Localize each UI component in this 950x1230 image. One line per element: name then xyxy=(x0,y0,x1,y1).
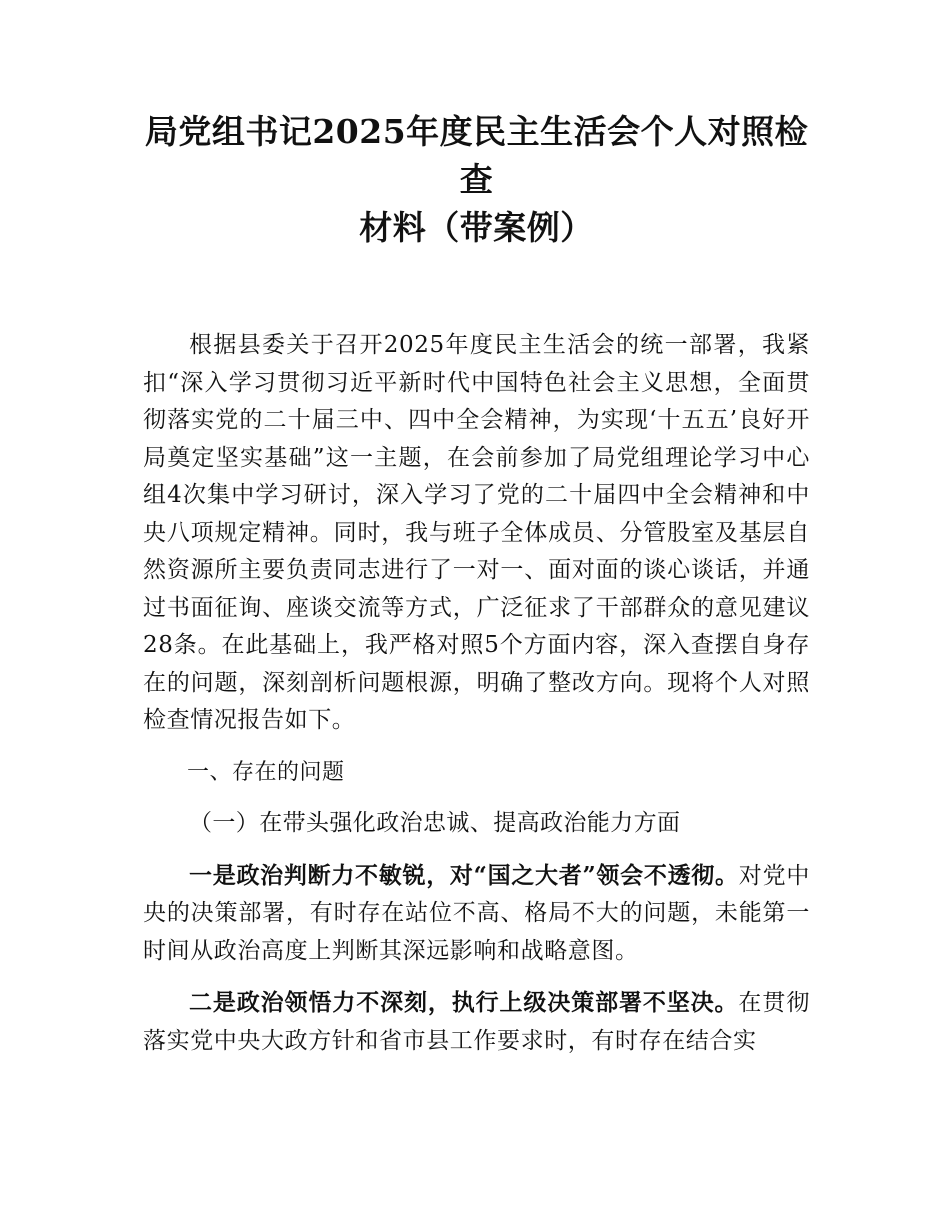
intro-paragraph: 根据县委关于召开2025年度民主生活会的统一部署，我紧扣“深入学习贯彻习近平新时代中国特色社会主义思想，全面贯彻落实党的二十届三中、四中全会精神，为实现‘十五五’良好开局奠定坚实基础”这一主题，在会前参加了局党组理论学习中心组4次集中学习研讨，深入学习了党的二十届四中全会精神和中央八项规定精神。同时，我与班子全体成员、分管股室及基层自然资源所主要负责同志进行了一对一、面对面的谈心谈话，并通过书面征询、座谈交流等方式，广泛征求了干部群众的意见建议28条。在此基础上，我严格对照5个方面内容，深入查摆自身存在的问题，深刻剖析问题根源，明确了整改方向。现将个人对照检查情况报告如下。 xyxy=(143,332,810,733)
document-body xyxy=(143,327,810,1060)
title-line-2: 材料（带案例） xyxy=(359,208,594,247)
problem-item-2 xyxy=(143,984,810,1060)
problem-item-1-lead: 一是政治判断力不敏锐，对“国之大者”领会不透彻。 xyxy=(189,861,739,889)
problem-item-2-lead: 二是政治领悟力不深刻，执行上级决策部署不坚决。 xyxy=(189,989,739,1016)
problem-item-1-text: 对党中央的决策部署，有时存在站位不高、格局不大的问题，未能第一时间从政治高度上判断其深远影响和战略意图。 xyxy=(143,862,810,964)
problem-item-2-text: 在贯彻落实党中央大政方针和省市县工作要求时，有时存在结合实 xyxy=(143,990,810,1054)
section-heading-problems: 一、存在的问题 xyxy=(187,759,345,785)
document-title xyxy=(143,108,810,252)
title-line-1: 局党组书记2025年度民主生活会个人对照检查 xyxy=(144,112,809,199)
problem-item-1 xyxy=(143,857,810,971)
subsection-heading-political-loyalty: （一）在带头强化政治忠诚、提高政治能力方面 xyxy=(189,810,681,836)
document-page xyxy=(143,108,810,1060)
